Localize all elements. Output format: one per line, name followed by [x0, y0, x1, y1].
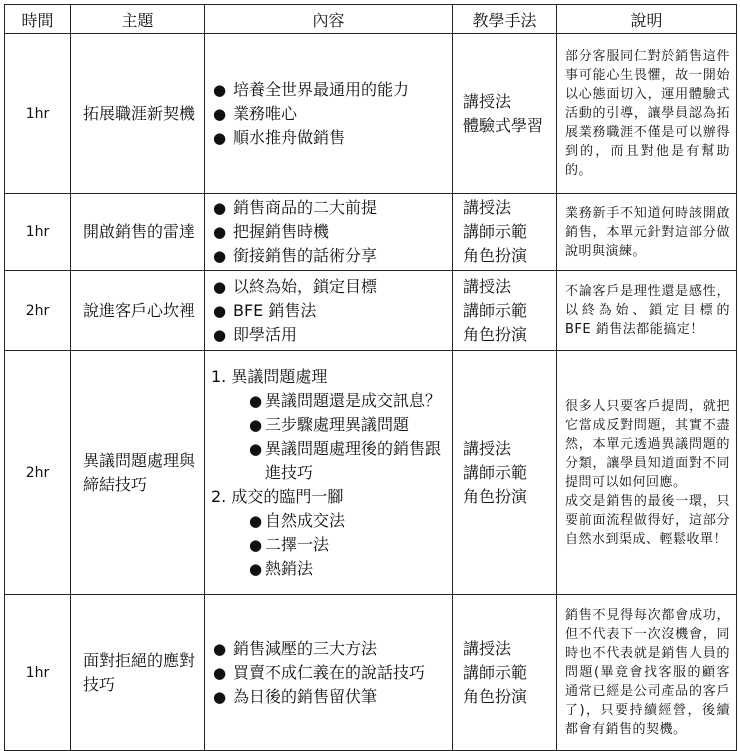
content-item: ● 買賣不成仁義在的說話技巧 — [211, 661, 448, 685]
method-cell — [453, 34, 557, 194]
header-topic: 主題 — [71, 5, 205, 34]
time-cell: 1hr — [5, 194, 71, 271]
topic-cell: 面對拒絕的應對技巧 — [71, 595, 205, 751]
header-note: 說明 — [557, 5, 737, 34]
content-group-title: 2. 成交的臨門一腳 — [211, 486, 344, 506]
topic-cell: 異議問題處理與締結技巧 — [71, 351, 205, 595]
note-text: 很多人只要客戶提問，就把它當成反對問題，其實不盡然，本單元透過異議問題的分類，讓學員知道面對不同提問可以如何回應。 成交是銷售的最後一環，只要前面流程做得好，這部分自然水到渠成、輕鬆收單！ — [565, 398, 730, 547]
course-outline-table — [4, 4, 737, 751]
content-item: ● 熱銷法 — [249, 557, 448, 581]
content-item: ● 自然成交法 — [249, 509, 448, 533]
content-cell — [205, 595, 453, 751]
content-cell — [205, 194, 453, 271]
content-item: ● 三步驟處理異議問題 — [249, 413, 448, 437]
content-item: ● 銷售商品的二大前提 — [211, 196, 448, 220]
topic-cell: 拓展職涯新契機 — [71, 34, 205, 194]
content-item: ● 順水推舟做銷售 — [211, 126, 448, 150]
content-item: ● 銷售減壓的三大方法 — [211, 637, 448, 661]
content-item: ● 二擇一法 — [249, 533, 448, 557]
note-cell: 銷售不見得每次都會成功，但不代表下一次沒機會，同時也不代表就是銷售人員的問題(畢竟會找客服的顧客通常已經是公司產品的客戶了)，只要持續經營，後續都會有銷售的契機。 — [557, 595, 737, 751]
time-cell: 1hr — [5, 595, 71, 751]
header-time: 時間 — [5, 5, 71, 34]
table-row — [5, 595, 737, 751]
method-cell — [453, 351, 557, 595]
topic-cell: 開啟銷售的雷達 — [71, 194, 205, 271]
content-item: ● 以終為始，鎖定目標 — [211, 275, 448, 299]
topic-cell: 說進客戶心坎裡 — [71, 271, 205, 351]
course-table-wrapper — [4, 4, 737, 751]
table-row — [5, 34, 737, 194]
method-cell — [453, 271, 557, 351]
content-item: ● 即學活用 — [211, 323, 448, 347]
time-cell: 2hr — [5, 351, 71, 595]
content-cell — [205, 34, 453, 194]
method-text: 講授法 講師示範 角色扮演 — [463, 438, 528, 506]
table-row — [5, 271, 737, 351]
header-method: 教學手法 — [453, 5, 557, 34]
header-row — [5, 5, 737, 34]
time-cell: 1hr — [5, 34, 71, 194]
content-item: ● BFE 銷售法 — [211, 299, 448, 323]
header-content: 內容 — [205, 5, 453, 34]
content-cell — [205, 271, 453, 351]
table-row — [5, 194, 737, 271]
content-item: ● 銜接銷售的話術分享 — [211, 244, 448, 268]
content-item: ● 異議問題還是成交訊息？ — [249, 389, 448, 413]
note-cell: 業務新手不知道何時該開啟銷售，本單元針對這部分做說明與演練。 — [557, 194, 737, 271]
method-cell — [453, 595, 557, 751]
method-cell — [453, 194, 557, 271]
method-text: 講授法 講師示範 角色扮演 — [463, 198, 528, 265]
note-cell: 不論客戶是理性還是感性，以終為始、鎖定目標的 BFE 銷售法都能搞定！ — [557, 271, 737, 351]
note-cell — [557, 351, 737, 595]
content-item: ● 培養全世界最通用的能力 — [211, 78, 448, 102]
method-text: 講授法 體驗式學習 — [463, 91, 544, 135]
time-cell: 2hr — [5, 271, 71, 351]
note-cell: 部分客服同仁對於銷售這件事可能心生畏懼，故一開始以心態面切入，運用體驗式活動的引導，讓學員認為拓展業務職涯不僅是可以辦得到的，而且對他是有幫助的。 — [557, 34, 737, 194]
content-group-title: 1. 異議問題處理 — [211, 366, 328, 386]
content-cell — [205, 351, 453, 595]
content-item: ● 異議問題處理後的銷售跟進技巧 — [249, 437, 448, 485]
content-item: ● 業務唯心 — [211, 102, 448, 126]
table-row — [5, 351, 737, 595]
method-text: 講授法 講師示範 角色扮演 — [463, 276, 528, 344]
content-item: ● 為日後的銷售留伏筆 — [211, 685, 448, 709]
content-item: ● 把握銷售時機 — [211, 220, 448, 244]
method-text: 講授法 講師示範 角色扮演 — [463, 638, 528, 706]
